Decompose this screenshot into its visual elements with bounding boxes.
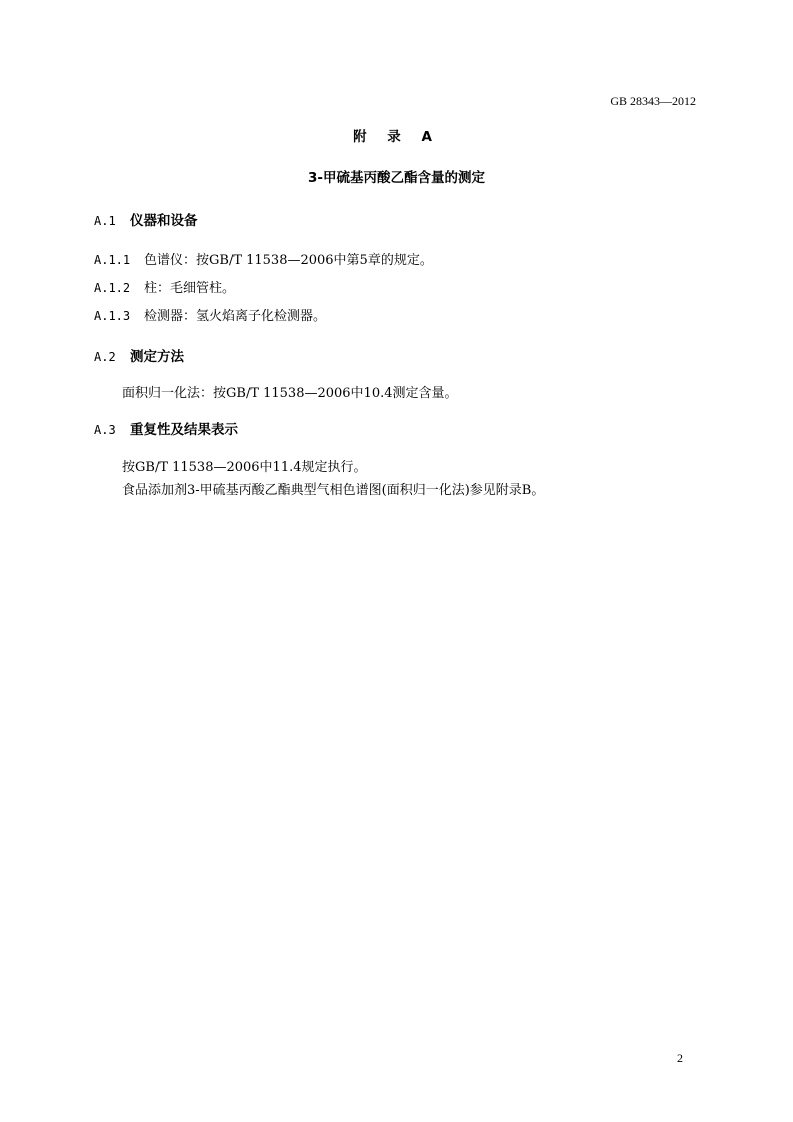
clause-number: A.1.2	[94, 281, 131, 295]
section-heading-a3	[94, 418, 238, 438]
clause-number: A.1.3	[94, 309, 131, 323]
section-number: A.2	[94, 350, 116, 364]
standard-code: GB 28343—2012	[610, 94, 696, 108]
section-heading-a1	[94, 209, 198, 229]
clause-number: A.1.1	[94, 253, 131, 267]
clause-a1-2	[94, 277, 235, 296]
paragraph-a3-1: 按GB/T 11538—2006中11.4规定执行。	[122, 460, 367, 475]
section-number: A.3	[94, 423, 116, 437]
section-title: 重复性及结果表示	[130, 422, 238, 438]
clause-a1-3	[94, 305, 326, 324]
page-number: 2	[677, 1051, 683, 1065]
clause-a1-1	[94, 249, 433, 268]
section-title: 测定方法	[130, 349, 184, 365]
annex-label: 附 录 A	[353, 129, 440, 145]
paragraph-a3-2: 食品添加剂3-甲硫基丙酸乙酯典型气相色谱图(面积归一化法)参见附录B。	[122, 483, 545, 498]
paragraph-a2: 面积归一化法：按GB/T 11538—2006中10.4测定含量。	[122, 386, 458, 401]
annex-title: 3-甲硫基丙酸乙酯含量的测定	[308, 170, 485, 186]
section-title: 仪器和设备	[130, 213, 198, 229]
clause-text: 柱：毛细管柱。	[144, 281, 236, 296]
section-number: A.1	[94, 214, 116, 228]
clause-text: 色谱仪：按GB/T 11538—2006中第5章的规定。	[144, 253, 433, 268]
section-heading-a2	[94, 345, 184, 365]
clause-text: 检测器：氢火焰离子化检测器。	[144, 309, 327, 324]
